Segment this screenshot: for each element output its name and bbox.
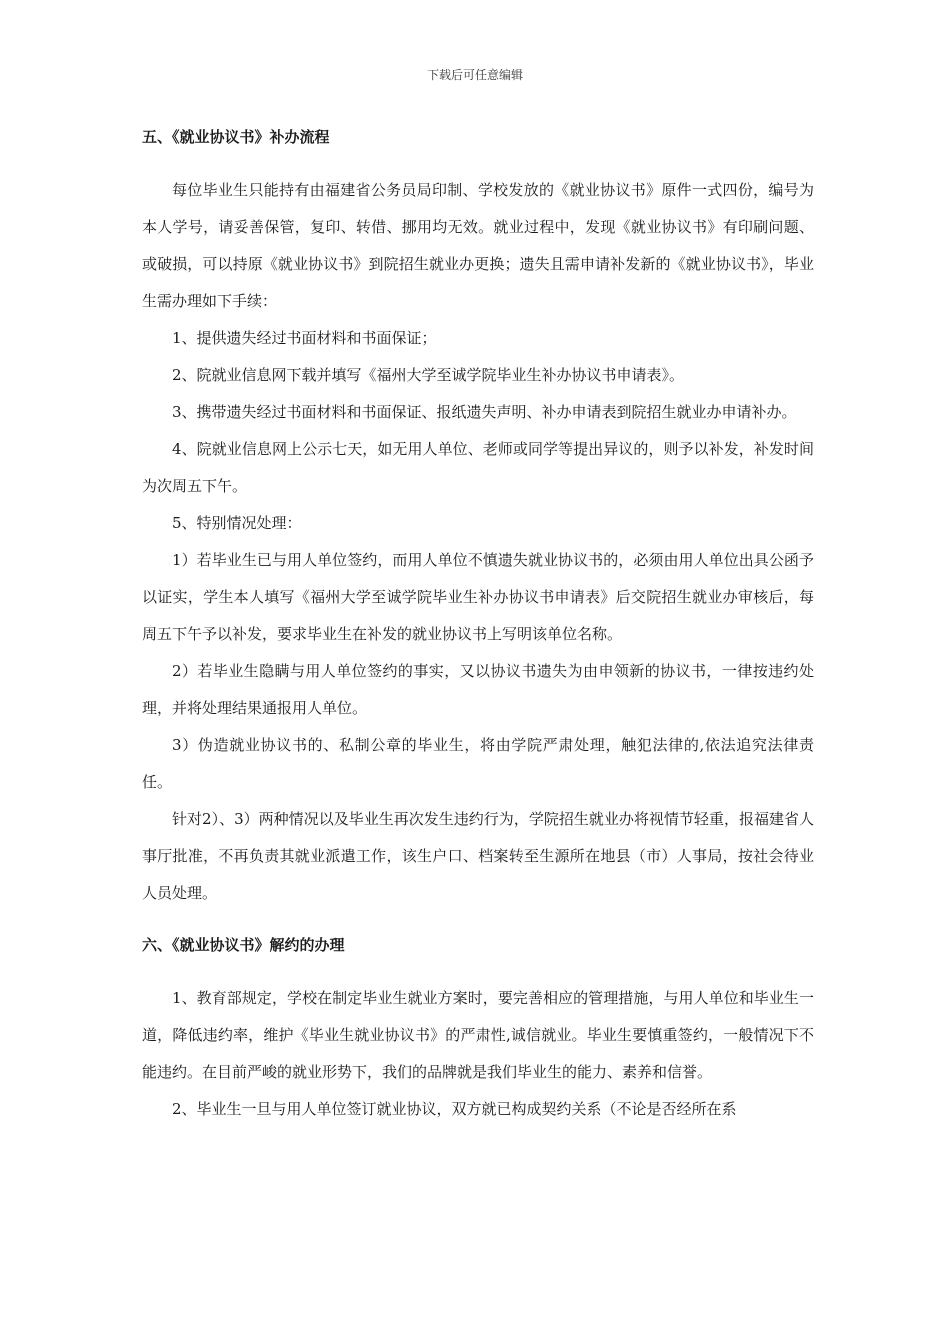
header-note: 下载后可任意编辑 (426, 68, 523, 82)
section-5-step-5: 5、特别情况处理： (172, 514, 302, 532)
section-5-step-3: 3、携带遗失经过书面材料和书面保证、报纸遗失声明、补办申请表到院招生就业办申请补办。 (172, 403, 797, 421)
section-5-case-1: 1）若毕业生已与用人单位签约，而用人单位不慎遗失就业协议书的，必须由用人单位出具公函予以证实，学生本人填写《福州大学至诚学院毕业生补办协议书申请表》后交院招生就业办审核后，每周五下午予以补发，要求毕业生在补发的就业协议书上写明该单位名称。 (142, 551, 814, 643)
section-5-summary: 针对2）、3）两种情况以及毕业生再次发生违约行为，学院招生就业办将视情节轻重，报福建省人事厅批准，不再负责其就业派遣工作，该生户口、档案转至生源所在地县（市）人事局，按社会待业人员处理。 (142, 810, 814, 902)
section-5-step-2: 2、院就业信息网下载并填写《福州大学至诚学院毕业生补办协议书申请表》。 (172, 366, 685, 384)
section-5-case-3: 3）伪造就业协议书的、私制公章的毕业生，将由学院严肃处理，触犯法律的,依法追究法律责任。 (142, 736, 814, 791)
section-6-item-1: 1、教育部规定，学校在制定毕业生就业方案时，要完善相应的管理措施，与用人单位和毕业生一道，降低违约率，维护《毕业生就业协议书》的严肃性,诚信就业。毕业生要慎重签约，一般情况下不能违约。在目前严峻的就业形势下，我们的品牌就是我们毕业生的能力、素养和信誉。 (142, 989, 814, 1081)
section-5-step-4: 4、院就业信息网上公示七天，如无用人单位、老师或同学等提出异议的，则予以补发，补发时间为次周五下午。 (142, 440, 814, 495)
section-5-title: 五、《就业协议书》补办流程 (142, 128, 330, 146)
document-body (142, 122, 814, 1128)
section-6-item-2: 2、毕业生一旦与用人单位签订就业协议，双方就已构成契约关系（不论是否经所在系 (172, 1100, 737, 1118)
section-5-paragraph: 每位毕业生只能持有由福建省公务员局印制、学校发放的《就业协议书》原件一式四份，编号为本人学号，请妥善保管，复印、转借、挪用均无效。就业过程中，发现《就业协议书》有印刷问题、或破损，可以持原《就业协议书》到院招生就业办更换；遗失且需申请补发新的《就业协议书》，毕业生需办理如下手续： (142, 181, 814, 310)
section-6-title: 六、《就业协议书》解约的办理 (142, 936, 345, 954)
section-5-step-1: 1、提供遗失经过书面材料和书面保证； (172, 329, 437, 347)
section-5-case-2: 2）若毕业生隐瞒与用人单位签约的事实，又以协议书遗失为由申领新的协议书，一律按违约处理，并将处理结果通报用人单位。 (142, 662, 814, 717)
